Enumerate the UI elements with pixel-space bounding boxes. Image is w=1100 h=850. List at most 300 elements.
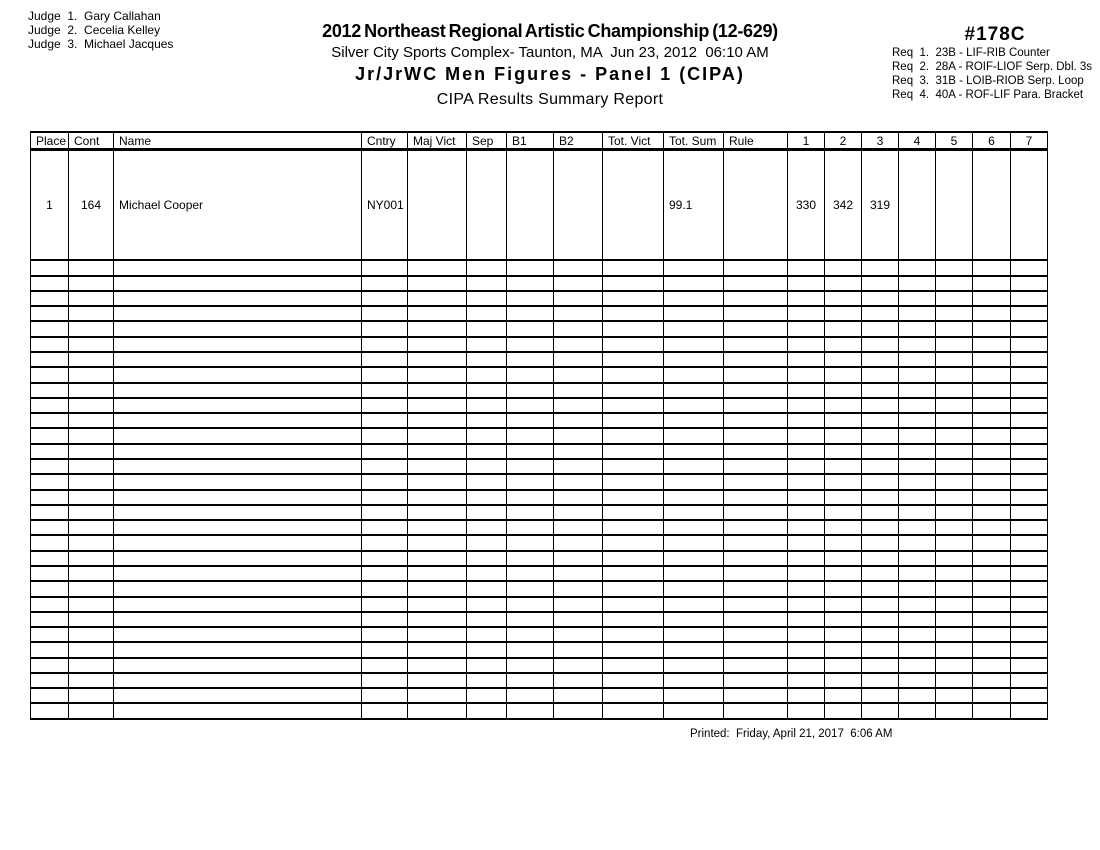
table-cell: [467, 444, 507, 459]
table-cell: [724, 535, 788, 550]
table-cell: [114, 520, 362, 535]
table-cell: [664, 505, 724, 520]
table-cell: [664, 688, 724, 703]
table-cell: [936, 291, 973, 306]
column-header-3: 3: [862, 132, 899, 150]
table-cell: [862, 627, 899, 642]
table-cell: [899, 352, 936, 367]
table-cell: [554, 535, 603, 550]
empty-row: [31, 597, 1048, 612]
table-cell: [603, 321, 664, 336]
table-cell: [554, 321, 603, 336]
table-cell: [31, 383, 69, 398]
table-cell: [788, 321, 825, 336]
empty-row: [31, 490, 1048, 505]
table-cell: [408, 490, 467, 505]
table-cell: [69, 459, 114, 474]
table-cell: [603, 444, 664, 459]
table-cell: [664, 673, 724, 688]
table-cell: [114, 276, 362, 291]
table-cell: [362, 383, 408, 398]
table-cell: [788, 551, 825, 566]
printed-timestamp: Printed: Friday, April 21, 2017 6:06 AM: [690, 728, 893, 740]
table-cell: [724, 703, 788, 719]
table-cell: [664, 428, 724, 443]
table-cell: [724, 276, 788, 291]
table-cell: [825, 551, 862, 566]
table-cell: [114, 551, 362, 566]
table-cell: [862, 260, 899, 275]
table-cell: [788, 352, 825, 367]
table-cell: [69, 413, 114, 428]
table-cell: [114, 673, 362, 688]
table-cell: [69, 276, 114, 291]
empty-row: [31, 321, 1048, 336]
table-cell: [936, 490, 973, 505]
table-cell: [408, 444, 467, 459]
table-cell: [603, 490, 664, 505]
report-type: CIPA Results Summary Report: [436, 91, 664, 108]
table-cell: [467, 150, 507, 261]
table-cell: [603, 688, 664, 703]
table-cell: [936, 505, 973, 520]
table-cell: [467, 627, 507, 642]
table-cell: [788, 688, 825, 703]
table-cell: [114, 535, 362, 550]
table-cell: [724, 520, 788, 535]
table-cell: [936, 627, 973, 642]
table-cell: [664, 352, 724, 367]
table-cell: [973, 627, 1011, 642]
table-cell: [973, 551, 1011, 566]
table-cell: [973, 428, 1011, 443]
table-cell: [554, 612, 603, 627]
table-cell: [362, 535, 408, 550]
requirement-line: Req 1. 23B - LIF-RIB Counter: [892, 47, 1050, 59]
table-cell: [31, 306, 69, 321]
table-cell: [114, 398, 362, 413]
table-cell: [31, 413, 69, 428]
table-cell: [899, 627, 936, 642]
table-cell: 1: [31, 150, 69, 261]
table-cell: [31, 642, 69, 657]
column-header-rule: Rule: [724, 132, 788, 150]
table-cell: [862, 520, 899, 535]
table-cell: [724, 658, 788, 673]
table-cell: [362, 520, 408, 535]
table-cell: [114, 566, 362, 581]
table-cell: [862, 367, 899, 382]
table-cell: [825, 566, 862, 581]
table-cell: [507, 444, 554, 459]
table-cell: [664, 413, 724, 428]
table-cell: [664, 642, 724, 657]
empty-row: [31, 260, 1048, 275]
table-cell: [362, 459, 408, 474]
table-cell: [825, 398, 862, 413]
table-cell: [1011, 276, 1048, 291]
table-cell: [408, 413, 467, 428]
table-cell: [724, 673, 788, 688]
table-cell: [467, 612, 507, 627]
table-cell: [408, 337, 467, 352]
table-cell: [825, 321, 862, 336]
table-cell: [899, 367, 936, 382]
table-cell: [862, 413, 899, 428]
table-cell: [899, 459, 936, 474]
table-cell: [664, 291, 724, 306]
table-cell: [362, 291, 408, 306]
table-cell: [825, 337, 862, 352]
empty-row: [31, 505, 1048, 520]
table-cell: [603, 520, 664, 535]
table-cell: [899, 703, 936, 719]
table-cell: [973, 276, 1011, 291]
table-cell: [724, 413, 788, 428]
table-cell: [467, 398, 507, 413]
table-cell: [554, 383, 603, 398]
table-cell: [114, 291, 362, 306]
table-cell: [788, 260, 825, 275]
table-cell: [114, 688, 362, 703]
event-title: Jr/JrWC Men Figures - Panel 1 (CIPA): [355, 64, 745, 84]
table-cell: [467, 306, 507, 321]
column-header-b2: B2: [554, 132, 603, 150]
table-cell: [603, 474, 664, 489]
table-cell: [554, 642, 603, 657]
table-cell: [69, 673, 114, 688]
empty-row: [31, 306, 1048, 321]
table-cell: [507, 597, 554, 612]
table-cell: [554, 658, 603, 673]
table-cell: [862, 673, 899, 688]
table-cell: [899, 276, 936, 291]
table-cell: [362, 642, 408, 657]
judge-line: Judge 1. Gary Callahan: [28, 9, 161, 23]
table-cell: [664, 383, 724, 398]
table-cell: [31, 703, 69, 719]
table-cell: [603, 673, 664, 688]
table-cell: [362, 367, 408, 382]
table-cell: [862, 352, 899, 367]
table-cell: [724, 428, 788, 443]
table-cell: [973, 459, 1011, 474]
table-cell: [724, 551, 788, 566]
table-cell: [862, 688, 899, 703]
table-cell: [408, 398, 467, 413]
table-cell: [973, 566, 1011, 581]
table-cell: [603, 703, 664, 719]
table-cell: [69, 688, 114, 703]
table-cell: [664, 474, 724, 489]
table-cell: [408, 520, 467, 535]
table-cell: [31, 688, 69, 703]
table-cell: [936, 581, 973, 596]
table-cell: [973, 413, 1011, 428]
table-cell: [973, 291, 1011, 306]
table-cell: [408, 428, 467, 443]
table-cell: [467, 321, 507, 336]
table-cell: [1011, 474, 1048, 489]
table-cell: [788, 612, 825, 627]
table-cell: [724, 291, 788, 306]
table-cell: [825, 642, 862, 657]
table-cell: [788, 398, 825, 413]
table-cell: [554, 688, 603, 703]
table-cell: [69, 444, 114, 459]
table-cell: [603, 260, 664, 275]
table-cell: [1011, 612, 1048, 627]
table-cell: [362, 276, 408, 291]
table-cell: [936, 703, 973, 719]
table-cell: [31, 474, 69, 489]
table-cell: [603, 566, 664, 581]
table-cell: [69, 260, 114, 275]
column-header-maj-vict: Maj Vict: [408, 132, 467, 150]
table-cell: [362, 612, 408, 627]
column-header-place: Place: [31, 132, 69, 150]
table-cell: [114, 383, 362, 398]
table-cell: [936, 428, 973, 443]
column-header-2: 2: [825, 132, 862, 150]
table-cell: [788, 337, 825, 352]
table-cell: [507, 428, 554, 443]
table-cell: [936, 520, 973, 535]
table-cell: [936, 597, 973, 612]
table-cell: [467, 581, 507, 596]
table-cell: [936, 260, 973, 275]
table-cell: [724, 459, 788, 474]
table-cell: [69, 352, 114, 367]
table-cell: [362, 321, 408, 336]
table-cell: [507, 306, 554, 321]
table-cell: [507, 535, 554, 550]
table-cell: [899, 612, 936, 627]
table-cell: [554, 627, 603, 642]
table-cell: [554, 260, 603, 275]
table-cell: NY001: [362, 150, 408, 261]
table-cell: [862, 444, 899, 459]
table-cell: [788, 566, 825, 581]
table-cell: [69, 627, 114, 642]
table-cell: Michael Cooper: [114, 150, 362, 261]
table-cell: [1011, 367, 1048, 382]
table-cell: [362, 505, 408, 520]
table-cell: [1011, 352, 1048, 367]
table-cell: [408, 459, 467, 474]
table-cell: [69, 535, 114, 550]
table-cell: [664, 490, 724, 505]
table-cell: [467, 658, 507, 673]
table-cell: [899, 566, 936, 581]
table-cell: [936, 444, 973, 459]
table-cell: [899, 428, 936, 443]
table-cell: [69, 474, 114, 489]
table-cell: [724, 612, 788, 627]
empty-row: [31, 337, 1048, 352]
requirement-line: Req 3. 31B - LOIB-RIOB Serp. Loop: [892, 75, 1084, 87]
table-cell: [69, 367, 114, 382]
table-cell: [788, 459, 825, 474]
table-cell: [467, 337, 507, 352]
table-cell: [862, 703, 899, 719]
table-cell: [973, 150, 1011, 261]
table-cell: [31, 352, 69, 367]
table-cell: [467, 642, 507, 657]
table-cell: [1011, 260, 1048, 275]
table-cell: [603, 352, 664, 367]
table-cell: [554, 444, 603, 459]
table-cell: [1011, 520, 1048, 535]
table-cell: [362, 337, 408, 352]
table-cell: [724, 306, 788, 321]
table-header-row: [31, 132, 1048, 150]
table-cell: [408, 551, 467, 566]
table-cell: [114, 444, 362, 459]
table-cell: [1011, 444, 1048, 459]
requirement-line: Req 4. 40A - ROF-LIF Para. Bracket: [892, 89, 1084, 101]
table-cell: [507, 367, 554, 382]
empty-row: [31, 551, 1048, 566]
table-cell: [408, 581, 467, 596]
table-cell: [862, 505, 899, 520]
table-cell: [554, 150, 603, 261]
table-cell: [899, 490, 936, 505]
table-cell: [1011, 703, 1048, 719]
table-cell: [825, 474, 862, 489]
table-cell: [69, 581, 114, 596]
table-cell: [899, 306, 936, 321]
table-cell: [31, 291, 69, 306]
table-cell: [936, 688, 973, 703]
table-cell: [788, 642, 825, 657]
table-cell: [825, 505, 862, 520]
table-cell: [899, 291, 936, 306]
table-cell: [973, 352, 1011, 367]
table-cell: [467, 276, 507, 291]
table-cell: [936, 474, 973, 489]
table-cell: [936, 642, 973, 657]
table-cell: [467, 551, 507, 566]
table-cell: [69, 337, 114, 352]
table-cell: [114, 337, 362, 352]
table-cell: [603, 428, 664, 443]
table-cell: [664, 367, 724, 382]
table-cell: [936, 459, 973, 474]
table-cell: [69, 291, 114, 306]
table-cell: [467, 474, 507, 489]
table-cell: [603, 658, 664, 673]
table-cell: [114, 474, 362, 489]
empty-row: [31, 367, 1048, 382]
table-cell: [973, 306, 1011, 321]
table-cell: [362, 627, 408, 642]
table-cell: [788, 658, 825, 673]
column-header-cntry: Cntry: [362, 132, 408, 150]
table-cell: [862, 612, 899, 627]
table-cell: [467, 428, 507, 443]
table-cell: [862, 291, 899, 306]
venue-date-line: Silver City Sports Complex- Taunton, MA Jun 23, 2012 06:10 AM: [331, 44, 769, 61]
requirements-list: [892, 46, 1092, 102]
table-cell: [362, 581, 408, 596]
column-header-cont: Cont: [69, 132, 114, 150]
table-cell: [507, 398, 554, 413]
empty-row: [31, 627, 1048, 642]
table-cell: [603, 291, 664, 306]
table-cell: [788, 367, 825, 382]
table-cell: [1011, 306, 1048, 321]
table-cell: [899, 581, 936, 596]
table-cell: [69, 703, 114, 719]
table-cell: [973, 505, 1011, 520]
table-cell: [664, 597, 724, 612]
table-cell: [724, 321, 788, 336]
table-cell: [825, 612, 862, 627]
table-cell: [554, 551, 603, 566]
table-cell: [31, 444, 69, 459]
table-cell: [554, 581, 603, 596]
table-cell: [862, 306, 899, 321]
table-cell: [899, 673, 936, 688]
table-cell: [825, 413, 862, 428]
table-cell: [973, 658, 1011, 673]
table-cell: [554, 276, 603, 291]
table-cell: [1011, 566, 1048, 581]
table-cell: [664, 551, 724, 566]
table-cell: [114, 627, 362, 642]
table-cell: [507, 413, 554, 428]
table-cell: [1011, 551, 1048, 566]
table-cell: [936, 658, 973, 673]
table-cell: [31, 398, 69, 413]
table-cell: [724, 337, 788, 352]
table-cell: [1011, 321, 1048, 336]
table-cell: [936, 551, 973, 566]
table-cell: [507, 688, 554, 703]
table-cell: [603, 627, 664, 642]
column-header-5: 5: [936, 132, 973, 150]
table-cell: [664, 444, 724, 459]
table-cell: [31, 627, 69, 642]
column-header-tot-sum: Tot. Sum: [664, 132, 724, 150]
table-cell: [899, 413, 936, 428]
empty-row: [31, 276, 1048, 291]
table-cell: [554, 352, 603, 367]
empty-row: [31, 642, 1048, 657]
table-cell: [114, 642, 362, 657]
empty-row: [31, 398, 1048, 413]
empty-row: [31, 612, 1048, 627]
table-cell: [862, 658, 899, 673]
table-cell: [408, 658, 467, 673]
table-cell: [554, 490, 603, 505]
table-cell: [825, 352, 862, 367]
table-cell: [825, 703, 862, 719]
table-cell: [554, 291, 603, 306]
table-cell: [507, 612, 554, 627]
table-cell: [862, 383, 899, 398]
table-cell: [31, 566, 69, 581]
table-cell: [825, 490, 862, 505]
table-cell: [467, 535, 507, 550]
table-cell: [114, 428, 362, 443]
table-cell: [899, 597, 936, 612]
table-cell: [973, 444, 1011, 459]
table-cell: [467, 459, 507, 474]
table-cell: [467, 352, 507, 367]
table-cell: [973, 321, 1011, 336]
